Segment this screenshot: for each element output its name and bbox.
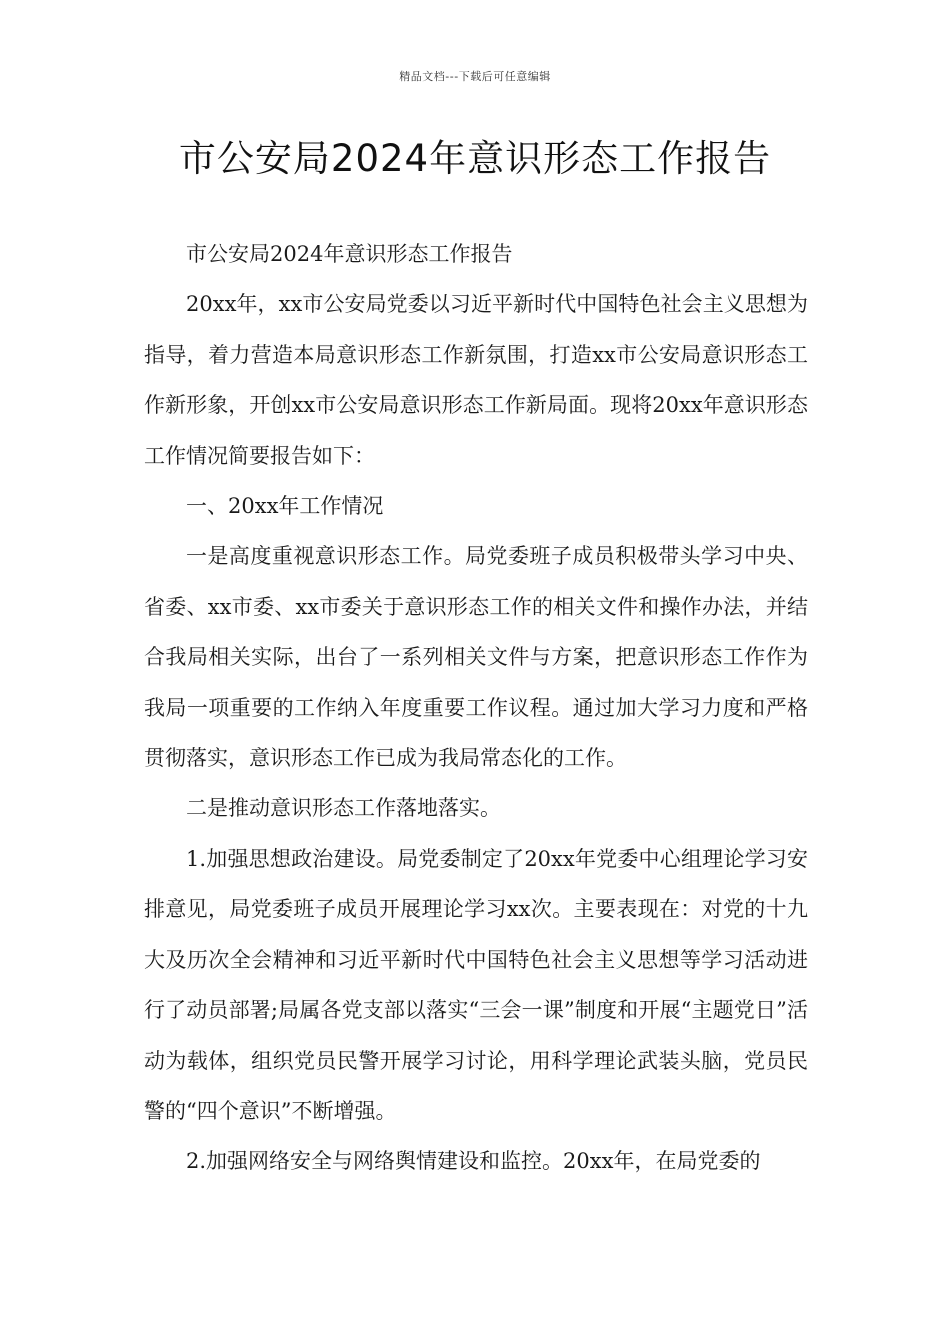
body-paragraph-item-1: 1.加强思想政治建设。局党委制定了20xx年党委中心组理论学习安排意见，局党委班子成员开展理论学习xx次。主要表现在：对党的十九大及历次全会精神和习近平新时代中国特色社会主义思想等学习活动进行了动员部署;局属各党支部以落实“三会一课”制度和开展“主题党日”活动为载体，组织党员民警开展学习讨论，用科学理论武装头脑，党员民警的“四个意识”不断增强。	[144, 846, 808, 1123]
document-title: 市公安局2024年意识形态工作报告	[178, 137, 772, 180]
header-note: 精品文档---下载后可任意编辑	[399, 70, 551, 83]
section-heading-work-status: 一、20xx年工作情况	[186, 494, 384, 519]
body-paragraph-point-one: 一是高度重视意识形态工作。局党委班子成员积极带头学习中央、省委、xx市委、xx市委关于意识形态工作的相关文件和操作办法，并结合我局相关实际，出台了一系列相关文件与方案，把意识形态工作作为我局一项重要的工作纳入年度重要工作议程。通过加大学习力度和严格贯彻落实，意识形态工作已成为我局常态化的工作。	[144, 544, 808, 771]
body-paragraph-item-2: 2.加强网络安全与网络舆情建设和监控。20xx年，在局党委的	[186, 1149, 761, 1174]
document-body	[144, 229, 808, 1187]
body-paragraph-subtitle: 市公安局2024年意识形态工作报告	[186, 242, 513, 266]
body-paragraph-point-two: 二是推动意识形态工作落地落实。	[186, 796, 501, 821]
body-paragraph-intro: 20xx年，xx市公安局党委以习近平新时代中国特色社会主义思想为指导，着力营造本局意识形态工作新氛围，打造xx市公安局意识形态工作新形象，开创xx市公安局意识形态工作新局面。现将20xx年意识形态工作情况简要报告如下：	[144, 292, 808, 468]
